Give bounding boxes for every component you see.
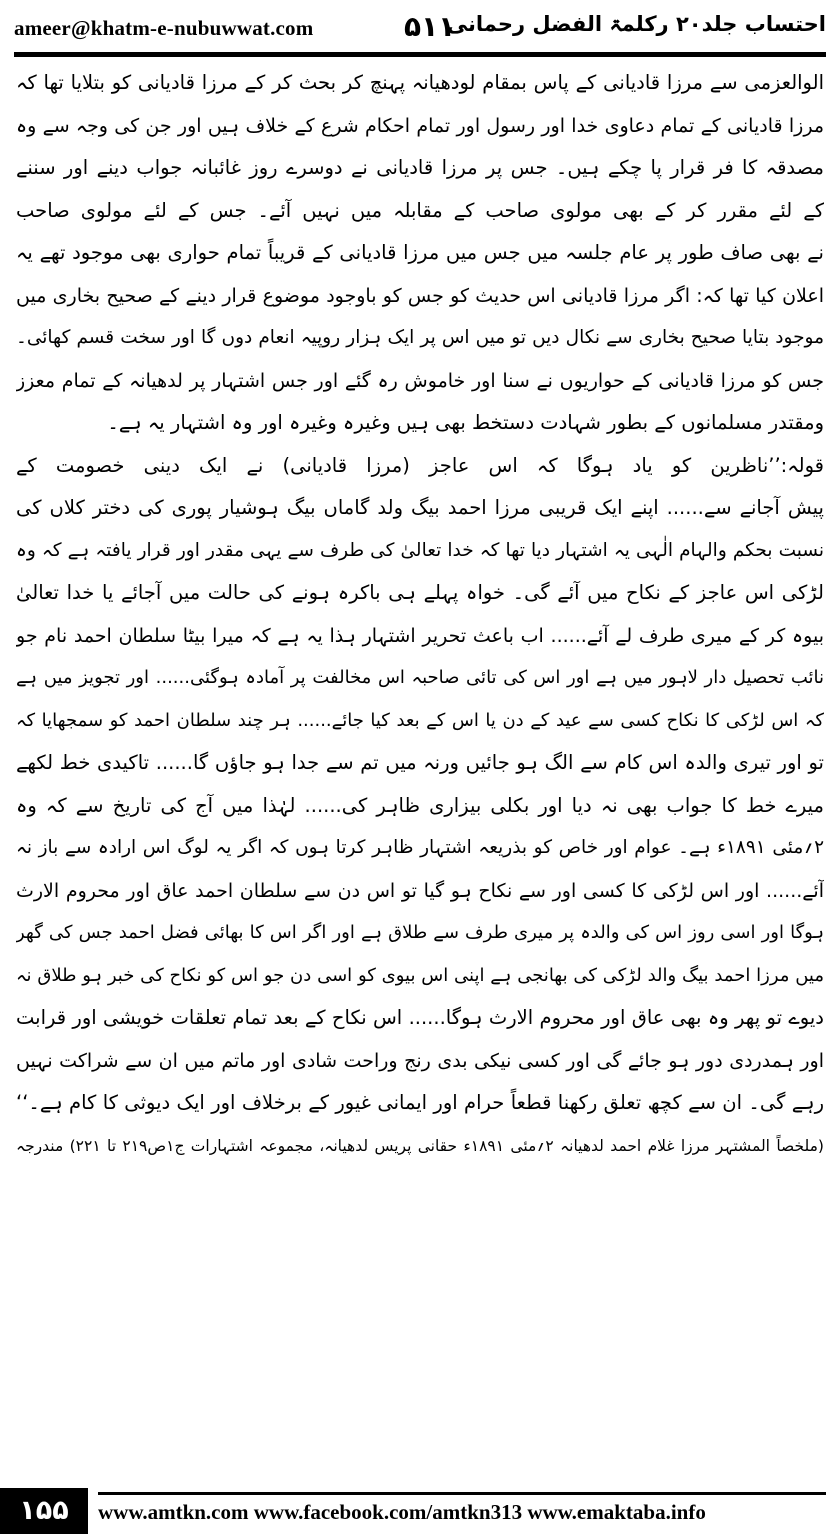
text-line: تو اور تیری والدہ اس کام سے الگ ہو جائیں ورنہ میں تم سے جدا ہو جاؤں گا...... تاکیدی خط لکھے — [16, 751, 824, 774]
text-line: اعلان کیا تھا کہ: اگر مرزا قادیانی اس حدیث کو جس کو باوجود موضوع قرار دینے کے صحیح بخاری میں — [16, 284, 824, 307]
text-line: جس کو مرزا قادیانی کے حواریوں نے سنا اور خاموش رہ گئے اور جس اشتہار پر لدھیانہ کے تمام معزز — [16, 369, 824, 392]
text-line: مرزا قادیانی کے تمام دعاوی خدا اور رسول اور تمام احکام شرع کے خلاف ہیں اور جن کی وجہ سے وہ — [16, 114, 824, 137]
text-line: لڑکی اس عاجز کے نکاح میں آئے گی۔ خواہ پہلے ہی باکرہ ہونے کی حالت میں آجائے یا خدا تعالیٰ — [16, 581, 824, 604]
header-page-number: ۵۱۱ — [404, 10, 456, 43]
body-text — [16, 62, 824, 1472]
text-line: ۲؍مئی ۱۸۹۱ء ہے۔ عوام اور خاص کو بذریعہ اشتہار ظاہر کرتا ہوں کہ اگر یہ لوگ اس ارادہ سے باز نہ — [16, 837, 824, 858]
text-line: قولہ:’’ناظرین کو یاد ہوگا کہ اس عاجز (مرزا قادیانی) نے ایک دینی خصومت کے — [16, 453, 824, 477]
text-line: ومقتدر مسلمانوں کے بطور شہادت دستخط بھی ہیں وغیرہ وغیرہ اور وہ اشتہار یہ ہے۔ — [107, 411, 824, 434]
header-rule — [14, 52, 826, 57]
footer-rule — [98, 1492, 826, 1495]
text-line: کے لئے مقرر کر کے بھی مولوی صاحب کے مقابلہ میں نہیں آئے۔ جس کے لئے مولوی صاحب — [16, 198, 824, 222]
text-line: میں مرزا احمد بیگ والد لڑکی کی بھانجی ہے اپنی اس بیوی کو اسی دن جو اس کو نکاح کی خبر ہو طلاق نہ — [16, 964, 824, 986]
text-line: بیوہ کر کے میری طرف لے آئے...... اب باعث تحریر اشتہار ہذا یہ ہے کہ میرا بیٹا سلطان احمد نام جو — [16, 624, 824, 647]
text-line: اور ہمدردی دور ہو جائے گی اور کسی نیکی بدی رنج وراحت شادی اور ماتم میں ان سے شراکت نہیں — [16, 1049, 824, 1072]
text-line: کہ اس لڑکی کا نکاح کسی سے عید کے دن یا اس کے بعد کیا جائے...... ہر چند سلطان احمد کو سمجھایا کہ — [16, 709, 824, 731]
text-line: رہے گی۔ ان سے کچھ تعلق رکھنا قطعاً حرام اور ایمانی غیور کے برخلاف اور ایک دیوثی کا کام ہے۔‘‘ — [16, 1091, 824, 1114]
text-line: نسبت بحکم والہام الٰہی یہ اشتہار دیا تھا کہ خدا تعالیٰ کی طرف سے یہی مقدر اور قرار یافتہ ہے کہ وہ — [16, 539, 824, 561]
header-book-title: احتساب جلد۲۰ رکلمۃ الفضل رحمانی — [446, 12, 826, 36]
text-line: ہوگا اور اسی روز اس کی والدہ پر میری طرف سے طلاق ہے اور اگر اس کا بھائی فضل احمد جس کی گھر — [16, 922, 824, 943]
text-line: دیوے تو پھر وہ بھی عاق اور محروم الارث ہوگا...... اس نکاح کے بعد تمام تعلقات خویشی اور قرابت — [16, 1006, 824, 1029]
text-line: نے بھی صاف طور پر عام جلسہ میں جس میں مرزا قادیانی کے قریباً تمام حواری بھی موجود تھے یہ — [16, 241, 824, 264]
text-line: پیش آجانے سے...... اپنے ایک قریبی مرزا احمد بیگ ولد گاماں بیگ ہوشیار پوری کی دختر کلاں کی — [16, 496, 824, 519]
footer-page-number: ۱۵۵ — [0, 1488, 88, 1534]
text-line: نائب تحصیل دار لاہور میں ہے اور اس کی تائی صاحبہ اس مخالفت پر آمادہ ہوگئی...... اور تجویز میں ہے — [16, 667, 824, 688]
text-line: موجود بتایا صحیح بخاری سے نکال دیں تو میں اس پر ایک ہزار روپیہ انعام دوں گا اور سخت قسم کھائی۔ — [16, 327, 824, 348]
text-line: الوالعزمی سے مرزا قادیانی کے پاس بمقام لودھیانہ پہنچ کر بحث کر کے مرزا قادیانی کو بتلایا تھا کہ — [16, 71, 824, 94]
citation-line: (ملخصاً المشتہر مرزا غلام احمد لدھیانہ ۲؍مئی ۱۸۹۱ء حقانی پریس لدھیانہ، مجموعہ اشتہارات ج۱ص۲۱۹ تا ۲۲۱) مندرجہ — [16, 1136, 824, 1155]
page-footer — [0, 1488, 826, 1534]
text-line: میرے خط کا جواب بھی نہ دیا اور بکلی بیزاری ظاہر کی...... لہٰذا میں آج کی تاریخ سے کہ وہ — [16, 793, 824, 817]
footer-links[interactable]: www.amtkn.com www.facebook.com/amtkn313 www.emaktaba.info — [98, 1500, 706, 1524]
page-header — [14, 6, 826, 50]
header-email: ameer@khatm-e-nubuwwat.com — [14, 16, 314, 40]
text-line: مصدقہ کا فر قرار پا چکے ہیں۔ جس پر مرزا قادیانی نے دوسرے روز غائبانہ جواب دینے اور سننے — [16, 156, 824, 179]
text-line: آئے...... اور اس لڑکی کا کسی اور سے نکاح ہو گیا تو اس دن سے سلطان احمد عاق اور محروم الارث — [16, 879, 824, 902]
